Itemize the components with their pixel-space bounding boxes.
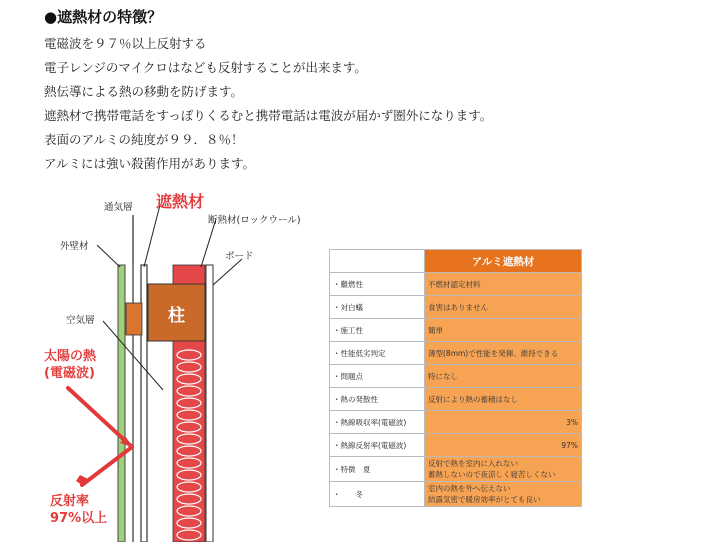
table-row [330, 411, 582, 434]
board [206, 265, 213, 542]
exterior-wall [118, 265, 125, 542]
row-label: ・ 冬 [330, 482, 425, 507]
table-row [330, 482, 582, 507]
row-label: ・性能低劣判定 [330, 342, 425, 365]
row-value-line: 蓄熱しないので夜涼しく寝苦しくない [428, 470, 556, 479]
row-value: 特になし [425, 365, 582, 388]
label-air-layer: 空気層 [66, 315, 95, 326]
row-value [425, 482, 582, 507]
row-value-line: 反射で熱を室内に入れない [428, 459, 518, 468]
table-row [330, 365, 582, 388]
table-row [330, 319, 582, 342]
label-exterior-wall: 外壁材 [60, 241, 89, 252]
row-value: 反射により熱の蓄積はなし [425, 388, 582, 411]
label-ventilation: 通気層 [104, 202, 133, 213]
label-insulation: 断熱材(ロックウール) [208, 215, 301, 226]
row-label: ・熱線反射率(電磁波) [330, 434, 425, 457]
row-value-line: 室内の熱を外へ伝えない [428, 484, 511, 493]
properties-table [329, 249, 582, 507]
table-header-blank [330, 250, 425, 273]
table-row [330, 342, 582, 365]
row-value: 3% [425, 411, 582, 434]
row-value: 簡単 [425, 319, 582, 342]
feature-line-4: 遮熱材で携帯電話をすっぽりくるむと携帯電話は電波が届かず圏外になります。 [44, 108, 493, 123]
batten [126, 303, 142, 335]
table-row [330, 434, 582, 457]
row-value [425, 457, 582, 482]
table-row [330, 273, 582, 296]
table-row [330, 388, 582, 411]
row-value: 97% [425, 434, 582, 457]
row-label: ・難燃性 [330, 273, 425, 296]
row-label: ・熱線吸収率(電磁波) [330, 411, 425, 434]
row-label: ・施工性 [330, 319, 425, 342]
feature-line-5: 表面のアルミの純度が９９．８％！ [44, 132, 244, 147]
label-reflectance-value: 97%以上 [50, 511, 108, 526]
label-sun-heat: 太陽の熱 [44, 349, 97, 364]
row-value: 食害はありません [425, 296, 582, 319]
label-reflectance: 反射率 [50, 494, 90, 509]
feature-line-1: 電磁波を９７％以上反射する [44, 36, 207, 51]
heading: ●遮熱材の特徴？ [44, 8, 163, 26]
wall-section-diagram [30, 185, 320, 542]
row-label: ・問題点 [330, 365, 425, 388]
row-label: ・熱の発散性 [330, 388, 425, 411]
red-block [173, 265, 205, 284]
table-row [330, 296, 582, 319]
row-value: 薄型(8mm)で性能を発揮、維持できる [425, 342, 582, 365]
row-value-line: 結露気密で暖房効率がとても良い [428, 495, 541, 504]
feature-line-2: 電子レンジのマイクロはなども反射することが出来ます。 [44, 60, 367, 75]
row-label: ・対白蟻 [330, 296, 425, 319]
row-value: 不燃材認定材料 [425, 273, 582, 296]
row-label: ・特徴 夏 [330, 457, 425, 482]
feature-line-3: 熱伝導による熱の移動を防げます。 [44, 84, 244, 99]
table-header-row [330, 250, 582, 273]
label-pillar: 柱 [168, 306, 185, 326]
diagram-title: 遮熱材 [156, 192, 205, 211]
table-header: アルミ遮熱材 [425, 250, 582, 273]
label-electromagnetic: (電磁波) [44, 366, 95, 381]
table-row [330, 457, 582, 482]
label-board: ボード [225, 251, 254, 262]
feature-line-6: アルミには強い殺菌作用があります。 [44, 156, 256, 171]
